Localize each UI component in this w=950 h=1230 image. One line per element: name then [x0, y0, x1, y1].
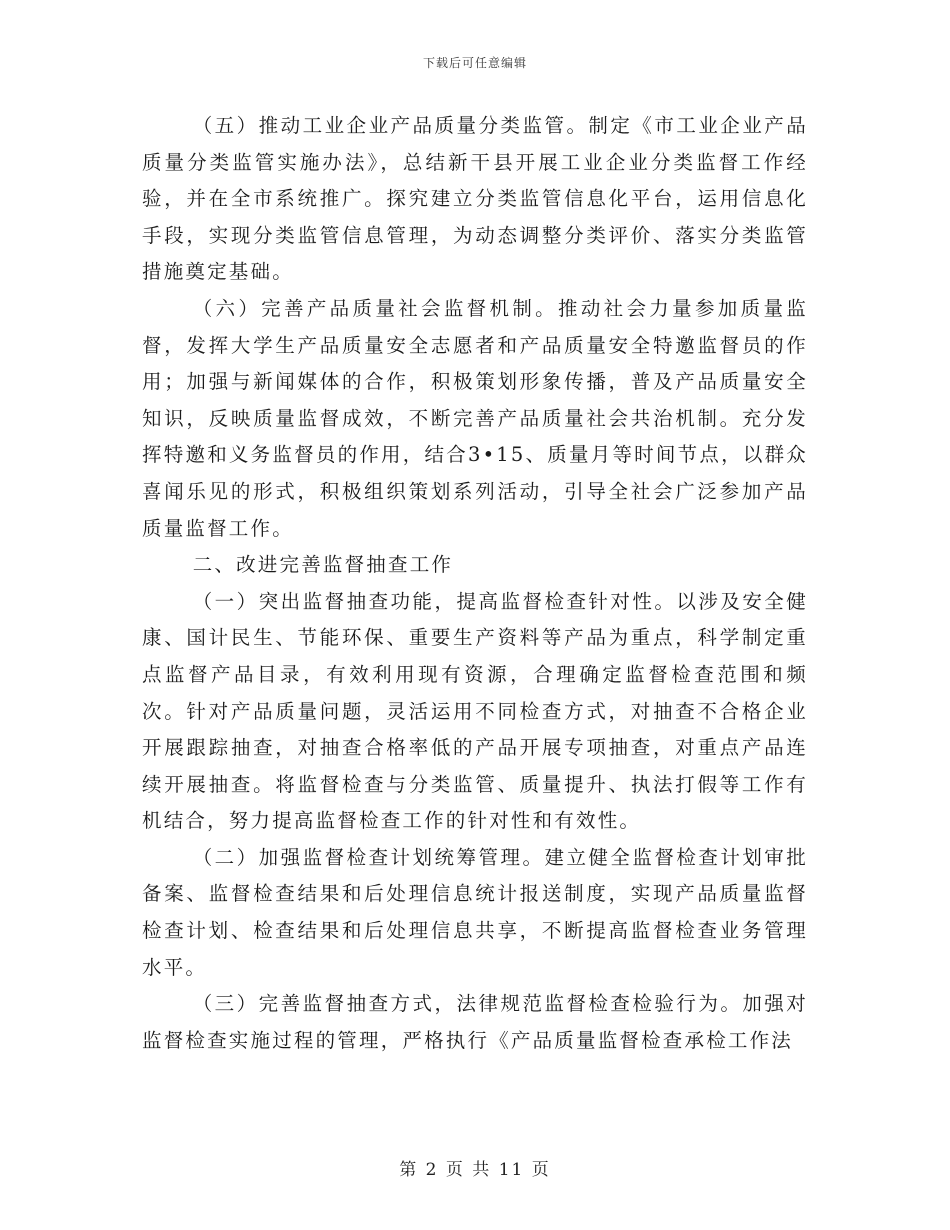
- paragraph-2-1: （一）突出监督抽查功能，提高监督检查针对性。以涉及安全健康、国计民生、节能环保、重要生产资料等产品为重点，科学制定重点监督产品目录，有效利用现有资源，合理确定监督检查范围和频次。针对产品质量问题，灵活运用不同检查方式，对抽查不合格企业开展跟踪抽查，对抽查合格率低的产品开展专项抽查，对重点产品连续开展抽查。将监督检查与分类监管、质量提升、执法打假等工作有机结合，努力提高监督检查工作的针对性和有效性。: [142, 589, 808, 833]
- page-header: 下载后可任意编辑: [422, 56, 527, 70]
- section-heading-2: 二、改进完善监督抽查工作: [192, 553, 454, 577]
- paragraph-6: （六）完善产品质量社会监督机制。推动社会力量参加质量监督，发挥大学生产品质量安全志愿者和产品质量安全特邀监督员的作用；加强与新闻媒体的合作，积极策划形象传播，普及产品质量安全知识，反映质量监督成效，不断完善产品质量社会共治机制。充分发挥特邀和义务监督员的作用，结合3•15、质量月等时间节点，以群众喜闻乐见的形式，积极组织策划系列活动，引导全社会广泛参加产品质量监督工作。: [142, 296, 808, 540]
- page-number: 第 2 页 共 11 页: [399, 1160, 551, 1180]
- paragraph-5: （五）推动工业企业产品质量分类监管。制定《市工业企业产品质量分类监管实施办法》，总结新干县开展工业企业分类监督工作经验，并在全市系统推广。探究建立分类监管信息化平台，运用信息化手段，实现分类监管信息管理，为动态调整分类评价、落实分类监管措施奠定基础。: [142, 114, 808, 284]
- paragraph-2-3: （三）完善监督抽查方式，法律规范监督检查检验行为。加强对监督检查实施过程的管理，严格执行《产品质量监督检查承检工作法: [142, 992, 808, 1052]
- document-body: [142, 108, 808, 1059]
- paragraph-2-2: （二）加强监督检查计划统筹管理。建立健全监督检查计划审批备案、监督检查结果和后处理信息统计报送制度，实现产品质量监督检查计划、检查结果和后处理信息共享，不断提高监督检查业务管理水平。: [142, 845, 808, 979]
